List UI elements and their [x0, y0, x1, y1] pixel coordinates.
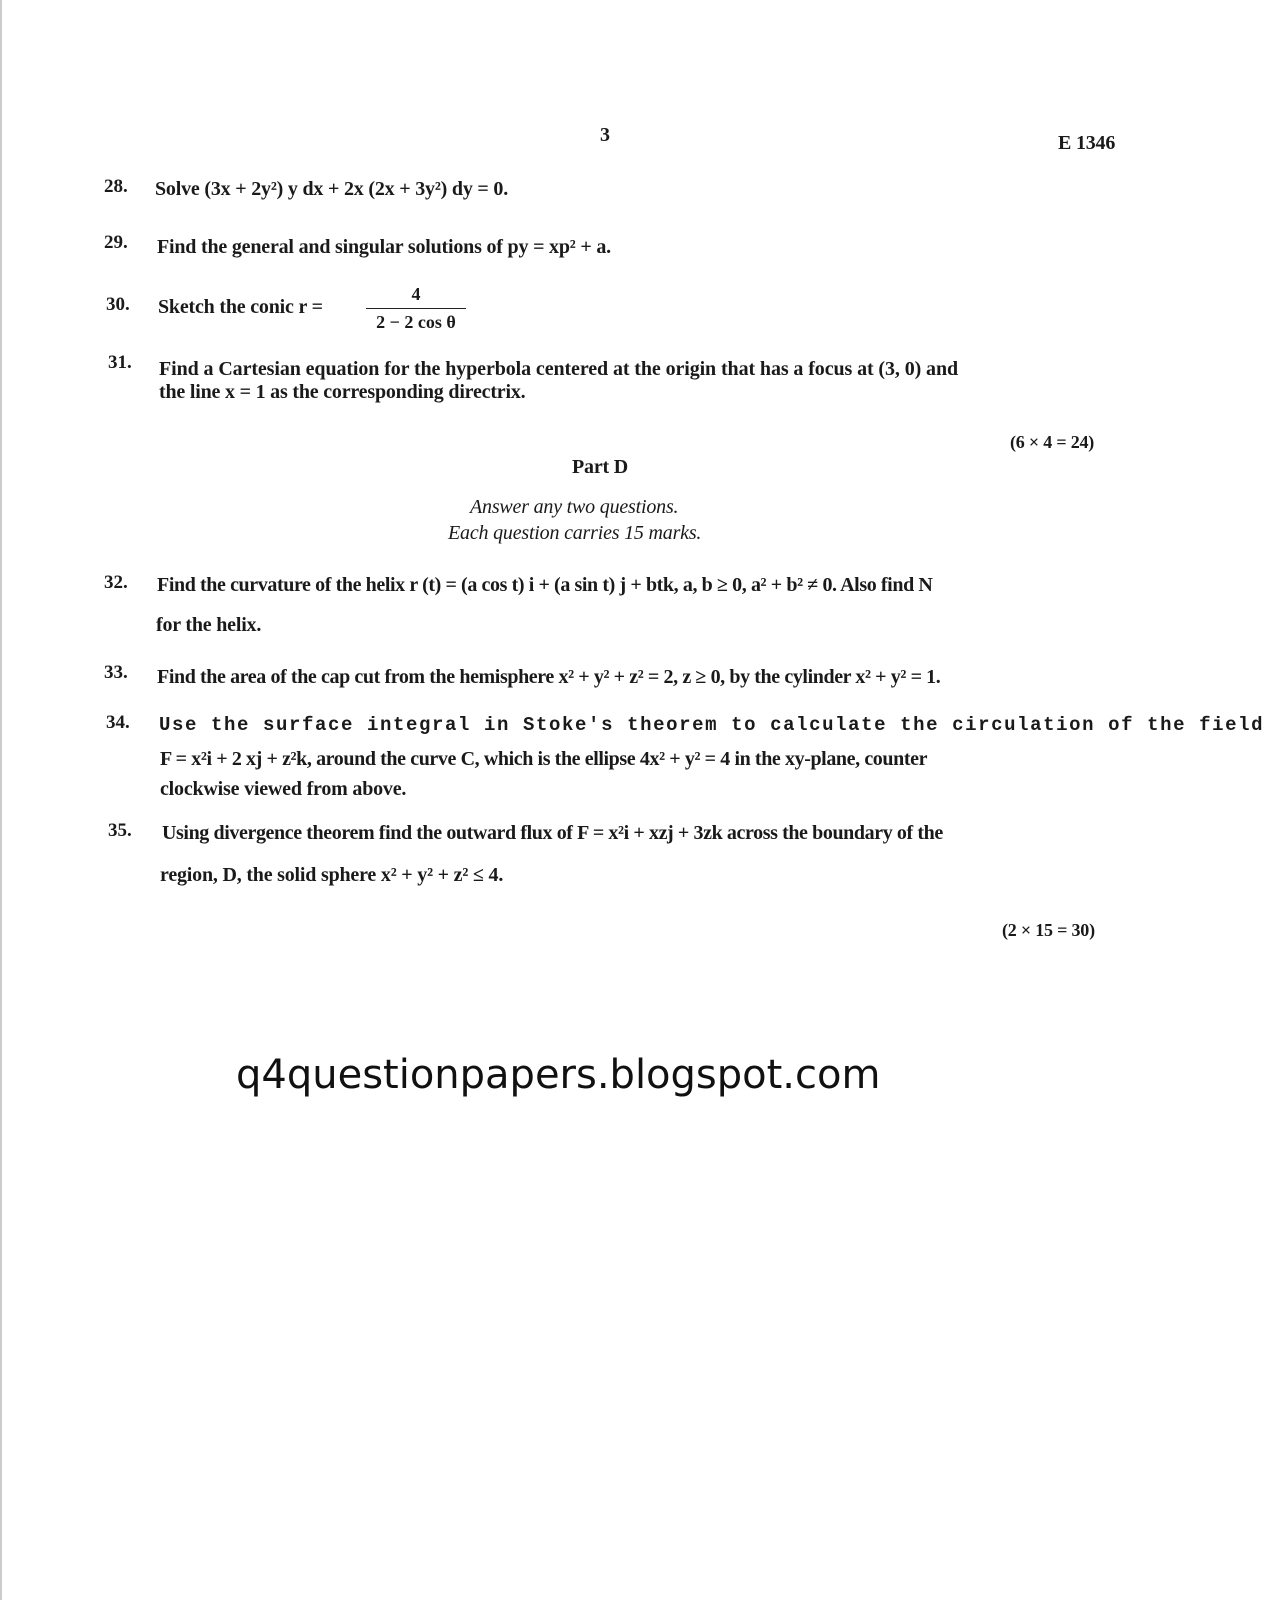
page-number: 3	[600, 124, 610, 146]
question-text: Find a Cartesian equation for the hyperbola centered at the origin that has a focus at (3, 0) and	[159, 358, 959, 380]
marks-part-c: (6 × 4 = 24)	[1010, 432, 1095, 452]
question-text: Find the general and singular solutions of py = xp² + a.	[157, 236, 611, 258]
conic-fraction	[366, 284, 466, 333]
question-text: clockwise viewed from above.	[160, 778, 407, 800]
marks-part-d: (2 × 15 = 30)	[1002, 920, 1095, 940]
question-text: F = x²i + 2 xj + z²k, around the curve C, which is the ellipse 4x² + y² = 4 in the xy-plane, counter	[160, 748, 928, 770]
question-text: region, D, the solid sphere x² + y² + z² ≤ 4.	[160, 864, 504, 886]
question-number: 31.	[108, 352, 132, 373]
question-number: 28.	[104, 176, 128, 197]
question-number: 29.	[104, 232, 128, 253]
question-number: 33.	[104, 662, 128, 683]
question-text: Solve (3x + 2y²) y dx + 2x (2x + 3y²) dy = 0.	[155, 178, 509, 200]
part-d-instruction: Each question carries 15 marks.	[448, 522, 702, 544]
question-text: Find the curvature of the helix r (t) = (a cos t) i + (a sin t) j + btk, a, b ≥ 0, a² + b² ≠ 0. Also find N	[157, 574, 933, 596]
scan-edge	[0, 0, 2, 1600]
question-text: Sketch the conic r =	[158, 296, 323, 318]
question-number: 35.	[108, 820, 132, 841]
fraction-numerator: 4	[411, 284, 421, 304]
part-d-title: Part D	[572, 456, 628, 478]
fraction-bar	[366, 308, 466, 309]
question-text: Find the area of the cap cut from the hemisphere x² + y² + z² = 2, z ≥ 0, by the cylinder x² + y² = 1.	[157, 666, 941, 688]
paper-code: E 1346	[1058, 132, 1116, 154]
watermark-url: q4questionpapers.blogspot.com	[236, 1052, 881, 1098]
part-d-instruction: Answer any two questions.	[470, 496, 679, 518]
question-text: for the helix.	[156, 614, 262, 636]
question-text: Using divergence theorem find the outward flux of F = x²i + xzj + 3zk across the boundary of the	[162, 822, 943, 844]
question-number: 34.	[106, 712, 130, 733]
question-number: 30.	[106, 294, 130, 315]
question-number: 32.	[104, 572, 128, 593]
question-text: Use the surface integral in Stoke's theorem to calculate the circulation of the field	[159, 714, 1265, 736]
fraction-denominator: 2 − 2 cos θ	[376, 312, 456, 332]
question-text: the line x = 1 as the corresponding directrix.	[159, 381, 526, 403]
